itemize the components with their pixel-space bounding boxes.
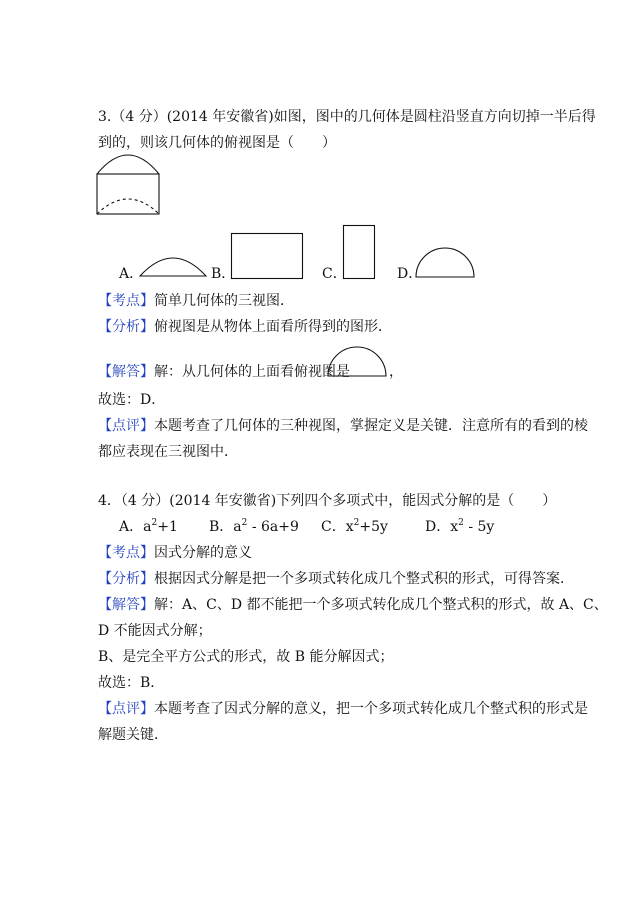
q3-option-d-figure [415, 246, 475, 278]
q3-option-b-figure [231, 233, 303, 279]
q3-kaodian: 【考点】简单几何体的三视图． [98, 293, 294, 309]
q3-jieda-end: ， [389, 364, 403, 380]
q3-guxuan: 故选：D． [98, 392, 166, 408]
q3-option-c-figure [343, 225, 375, 279]
q3-jieda-semicircle-figure [327, 345, 387, 377]
q4-jieda-line3: B、是完全平方公式的形式，故 B 能分解因式； [98, 649, 394, 665]
q4-fenxi: 【分析】根据因式分解是把一个多项式转化成几个整式积的形式，可得答案． [98, 571, 574, 587]
q3-jieda: 【解答】解：从几何体的上面看俯视图是 [98, 364, 350, 380]
q4-dianping-line2: 解题关键． [98, 727, 168, 743]
q3-option-d-label: D． [397, 266, 423, 282]
q4-option-b: B．$a^2 - 6a+9$ [209, 518, 299, 535]
q4-kaodian: 【考点】因式分解的意义 [98, 545, 252, 561]
q4-stem: 4．（4 分）(2014 年安徽省)下列四个多项式中，能因式分解的是（ ） [98, 493, 557, 509]
half-cylinder-figure [96, 150, 160, 218]
q4-jieda-line1: 【解答】解：A、C、D 都不能把一个多项式转化成几个整式积的形式，故 A、C、 [98, 597, 608, 613]
q4-jieda-line2: D 不能因式分解； [98, 623, 212, 639]
q3-option-a-figure [139, 250, 207, 278]
q4-option-a: A．$a^2+1$ [119, 518, 178, 535]
q3-dianping-line2: 都应表现在三视图中． [98, 444, 238, 460]
q4-option-d: D．$x^2 - 5y$ [425, 518, 495, 535]
q3-option-c-label: C． [322, 266, 347, 282]
q3-option-b-label: B． [211, 266, 236, 282]
q4-guxuan: 故选：B． [98, 675, 165, 691]
q3-fenxi: 【分析】俯视图是从物体上面看所得到的图形． [98, 319, 392, 335]
q3-stem-line1: 3.（4 分）(2014 年安徽省)如图，图中的几何体是圆柱沿竖直方向切掉一半后得 [98, 109, 596, 125]
q4-option-c: C．$x^2+5y$ [321, 518, 388, 535]
q3-stem-line2: 到的，则该几何体的俯视图是（ ） [98, 135, 336, 151]
q3-dianping-line1: 【点评】本题考查了几何体的三种视图，掌握定义是关键．注意所有的看到的棱 [98, 418, 588, 434]
q4-dianping-line1: 【点评】本题考查了因式分解的意义，把一个多项式转化成几个整式积的形式是 [98, 701, 588, 717]
q3-option-a-label: A． [119, 266, 144, 282]
